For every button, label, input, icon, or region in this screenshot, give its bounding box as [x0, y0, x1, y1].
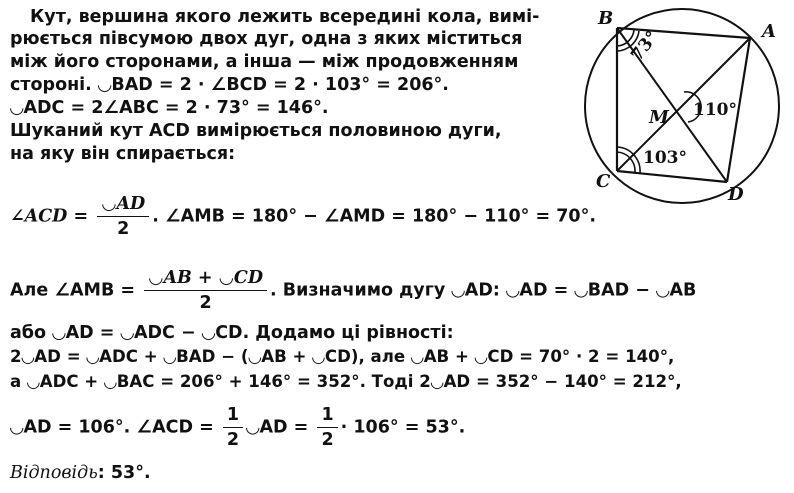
label-d: D — [728, 184, 744, 205]
eq3-fraction-2 — [317, 404, 337, 451]
angle-b-value: 73° — [627, 27, 663, 66]
eq2-numerator: ◡AB + ◡CD — [144, 267, 267, 291]
text-line-3: між його сторонами, а інша — між продовженням — [10, 52, 519, 72]
eq3-f1-numerator: 1 — [223, 404, 243, 428]
eq1-denominator: 2 — [117, 219, 130, 239]
eq1-fraction — [97, 193, 149, 240]
eq2-denominator: 2 — [199, 293, 212, 313]
answer-label: Відповідь — [10, 463, 98, 483]
eq3-part-a: ◡AD = 106°. ∠ACD = — [10, 417, 214, 438]
equation-1 — [10, 193, 596, 240]
equation-3 — [10, 404, 465, 451]
label-a: A — [762, 21, 776, 42]
eq3-f1-denominator: 2 — [226, 430, 240, 450]
eq3-f2-numerator: 1 — [317, 404, 337, 428]
angle-c-value: 103° — [643, 148, 687, 168]
text-line-8: або ◡AD = ◡ADC − ◡CD. Додамо ці рівності: — [10, 323, 454, 343]
text-line-4: стороні. ◡BAD = 2 · ∠BCD = 2 · 103° = 206°. — [10, 75, 449, 95]
eq3-part-b: ◡AD = — [246, 417, 309, 438]
answer-line — [10, 462, 151, 484]
text-line-5: ◡ADC = 2∠ABC = 2 · 73° = 146°. — [10, 98, 329, 118]
eq3-fraction-1 — [223, 404, 243, 451]
eq1-lhs: ∠ACD = — [10, 206, 89, 227]
label-b: B — [598, 8, 614, 29]
text-line-2: рюється півсумою двох дуг, одна з яких міститься — [10, 29, 523, 49]
eq3-part-c: · 106° = 53°. — [340, 417, 466, 438]
eq2-lead: Але ∠AMB = — [10, 280, 136, 301]
text-line-7: на яку він спирається: — [10, 144, 236, 164]
label-m: M — [649, 107, 669, 128]
eq2-fraction — [144, 267, 267, 314]
angle-m-value: 110° — [693, 100, 737, 120]
text-line-9: 2◡AD = ◡ADC + ◡BAD − (◡AB + ◡CD), але ◡AB + ◡CD = 70° · 2 = 140°, — [10, 347, 675, 366]
eq1-rest: . ∠AMB = 180° − ∠AMD = 180° − 110° = 70°. — [152, 206, 596, 227]
side-dc — [617, 171, 727, 182]
eq2-rest: . Визначимо дугу ◡AD: ◡AD = ◡BAD − ◡AB — [270, 280, 697, 301]
geometry-figure — [560, 0, 794, 210]
text-line-6: Шуканий кут ACD вимірюється половиною дуги, — [10, 121, 502, 141]
eq3-f2-denominator: 2 — [321, 430, 334, 450]
text-line-10: а ◡ADC + ◡BAC = 206° + 146° = 352°. Тоді 2◡AD = 352° − 140° = 212°, — [10, 372, 682, 391]
text-line-1: Кут, вершина якого лежить всередині кола, вимі- — [30, 7, 540, 27]
label-c: C — [596, 171, 611, 192]
answer-value: : 53°. — [97, 463, 151, 483]
equation-2 — [10, 267, 696, 314]
eq1-numerator: ◡AD — [97, 193, 149, 217]
